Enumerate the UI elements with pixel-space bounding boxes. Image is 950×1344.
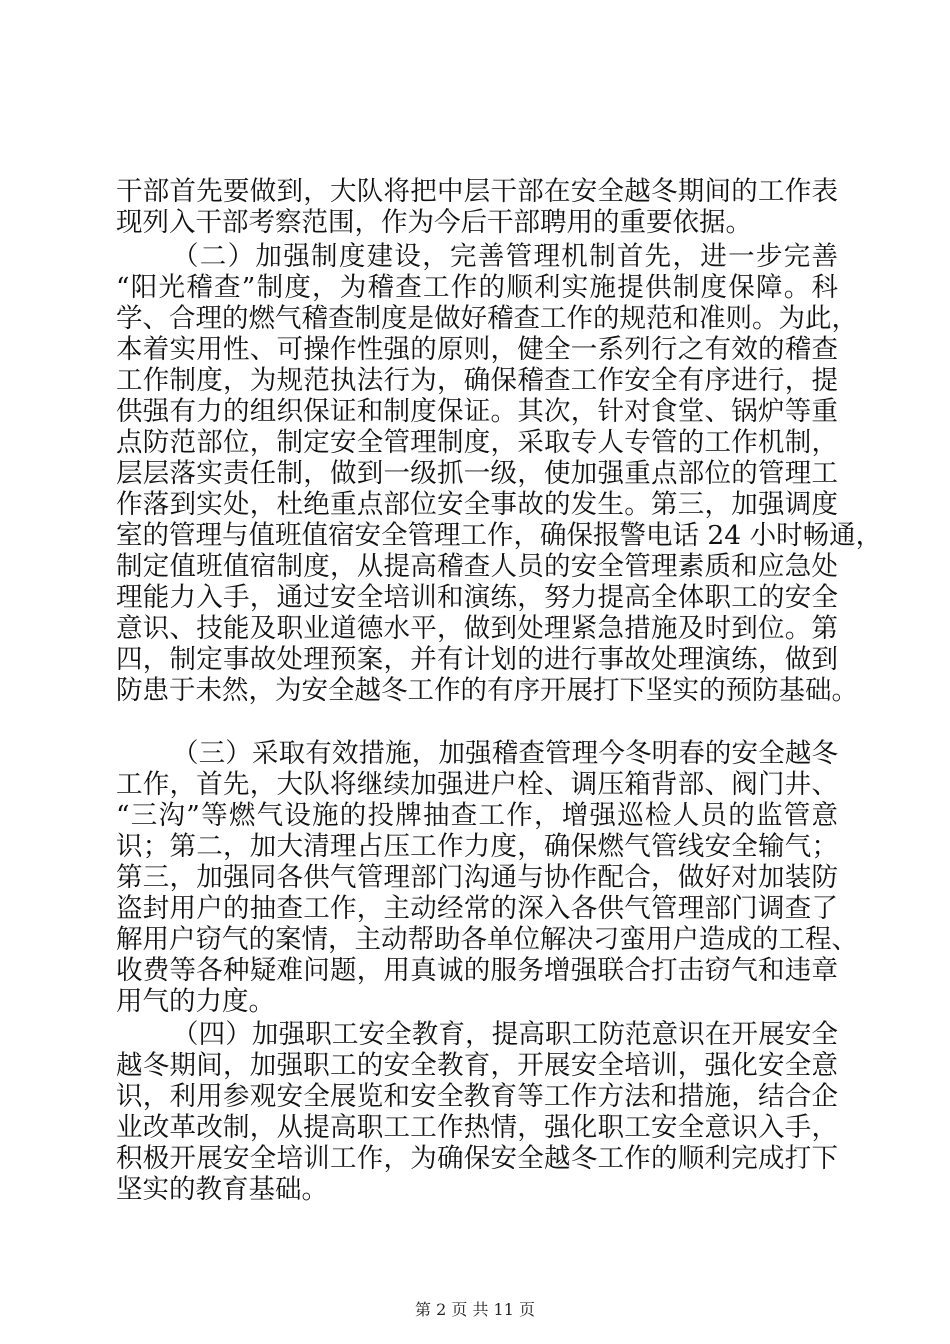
paragraph-line: 收费等各种疑难问题，用真诚的服务增强联合打击窃气和违章 — [116, 955, 838, 986]
paragraph-line: 盗封用户的抽查工作，主动经常的深入各供气管理部门调查了 — [116, 893, 838, 924]
paragraph-line: 作落到实处，杜绝重点部位安全事故的发生。第三，加强调度 — [116, 489, 838, 520]
paragraph-line: 干部首先要做到，大队将把中层干部在安全越冬期间的工作表 — [116, 176, 838, 207]
paragraph-line: 现列入干部考察范围，作为今后干部聘用的重要依据。 — [116, 207, 752, 238]
paragraph-line: 解用户窃气的案情，主动帮助各单位解决刁蛮用户造成的工程、 — [116, 924, 858, 955]
paragraph-line: 意识、技能及职业道德水平，做到处理紧急措施及时到位。第 — [116, 613, 838, 644]
paragraph-line: 四，制定事故处理预案，并有计划的进行事故处理演练，做到 — [116, 644, 838, 675]
paragraph-line: 工作制度，为规范执法行为，确保稽查工作安全有序进行，提 — [116, 365, 838, 396]
paragraph-line: “阳光稽查”制度，为稽查工作的顺利实施提供制度保障。科 — [116, 272, 838, 303]
paragraph-line: 理能力入手，通过安全培训和演练，努力提高全体职工的安全 — [116, 582, 838, 613]
paragraph-line: 积极开展安全培训工作，为确保安全越冬工作的顺利完成打下 — [116, 1143, 838, 1174]
paragraph-line: 学、合理的燃气稽查制度是做好稽查工作的规范和准则。为此， — [116, 303, 858, 334]
paragraph-line: 本着实用性、可操作性强的原则，健全一系列行之有效的稽查 — [116, 334, 838, 365]
paragraph-line: （二）加强制度建设，完善管理机制首先，进一步完善 — [172, 241, 838, 272]
paragraph-line: （三）采取有效措施，加强稽查管理今冬明春的安全越冬 — [172, 738, 838, 769]
paragraph-line: 用气的力度。 — [116, 986, 275, 1017]
paragraph-line: 识，利用参观安全展览和安全教育等工作方法和措施，结合企 — [116, 1081, 838, 1112]
paragraph-line: 识；第二，加大清理占压工作力度，确保燃气管线安全输气； — [116, 831, 838, 862]
paragraph-line: 坚实的教育基础。 — [116, 1174, 328, 1205]
paragraph-line: 层层落实责任制，做到一级抓一级，使加强重点部位的管理工 — [116, 458, 838, 489]
paragraph-line: 制定值班值宿制度，从提高稽查人员的安全管理素质和应急处 — [116, 551, 838, 582]
paragraph-line: 室的管理与值班值宿安全管理工作，确保报警电话 24 小时畅通， — [116, 520, 883, 551]
paragraph-line: 业改革改制，从提高职工工作热情，强化职工安全意识入手， — [116, 1112, 838, 1143]
paragraph-line: 防患于未然，为安全越冬工作的有序开展打下坚实的预防基础。 — [116, 675, 858, 706]
paragraph-line: 工作，首先，大队将继续加强进户栓、调压箱背部、阀门井、 — [116, 769, 838, 800]
page-number-footer: 第 2 页 共 11 页 — [415, 1300, 535, 1319]
paragraph-line: 点防范部位，制定安全管理制度，采取专人专管的工作机制， — [116, 427, 838, 458]
paragraph-line: 第三，加强同各供气管理部门沟通与协作配合，做好对加装防 — [116, 862, 838, 893]
paragraph-line: “三沟”等燃气设施的投牌抽查工作，增强巡检人员的监管意 — [116, 800, 838, 831]
paragraph-line: 越冬期间，加强职工的安全教育，开展安全培训，强化安全意 — [116, 1050, 838, 1081]
paragraph-line: （四）加强职工安全教育，提高职工防范意识在开展安全 — [172, 1019, 838, 1050]
paragraph-line: 供强有力的组织保证和制度保证。其次，针对食堂、锅炉等重 — [116, 396, 838, 427]
